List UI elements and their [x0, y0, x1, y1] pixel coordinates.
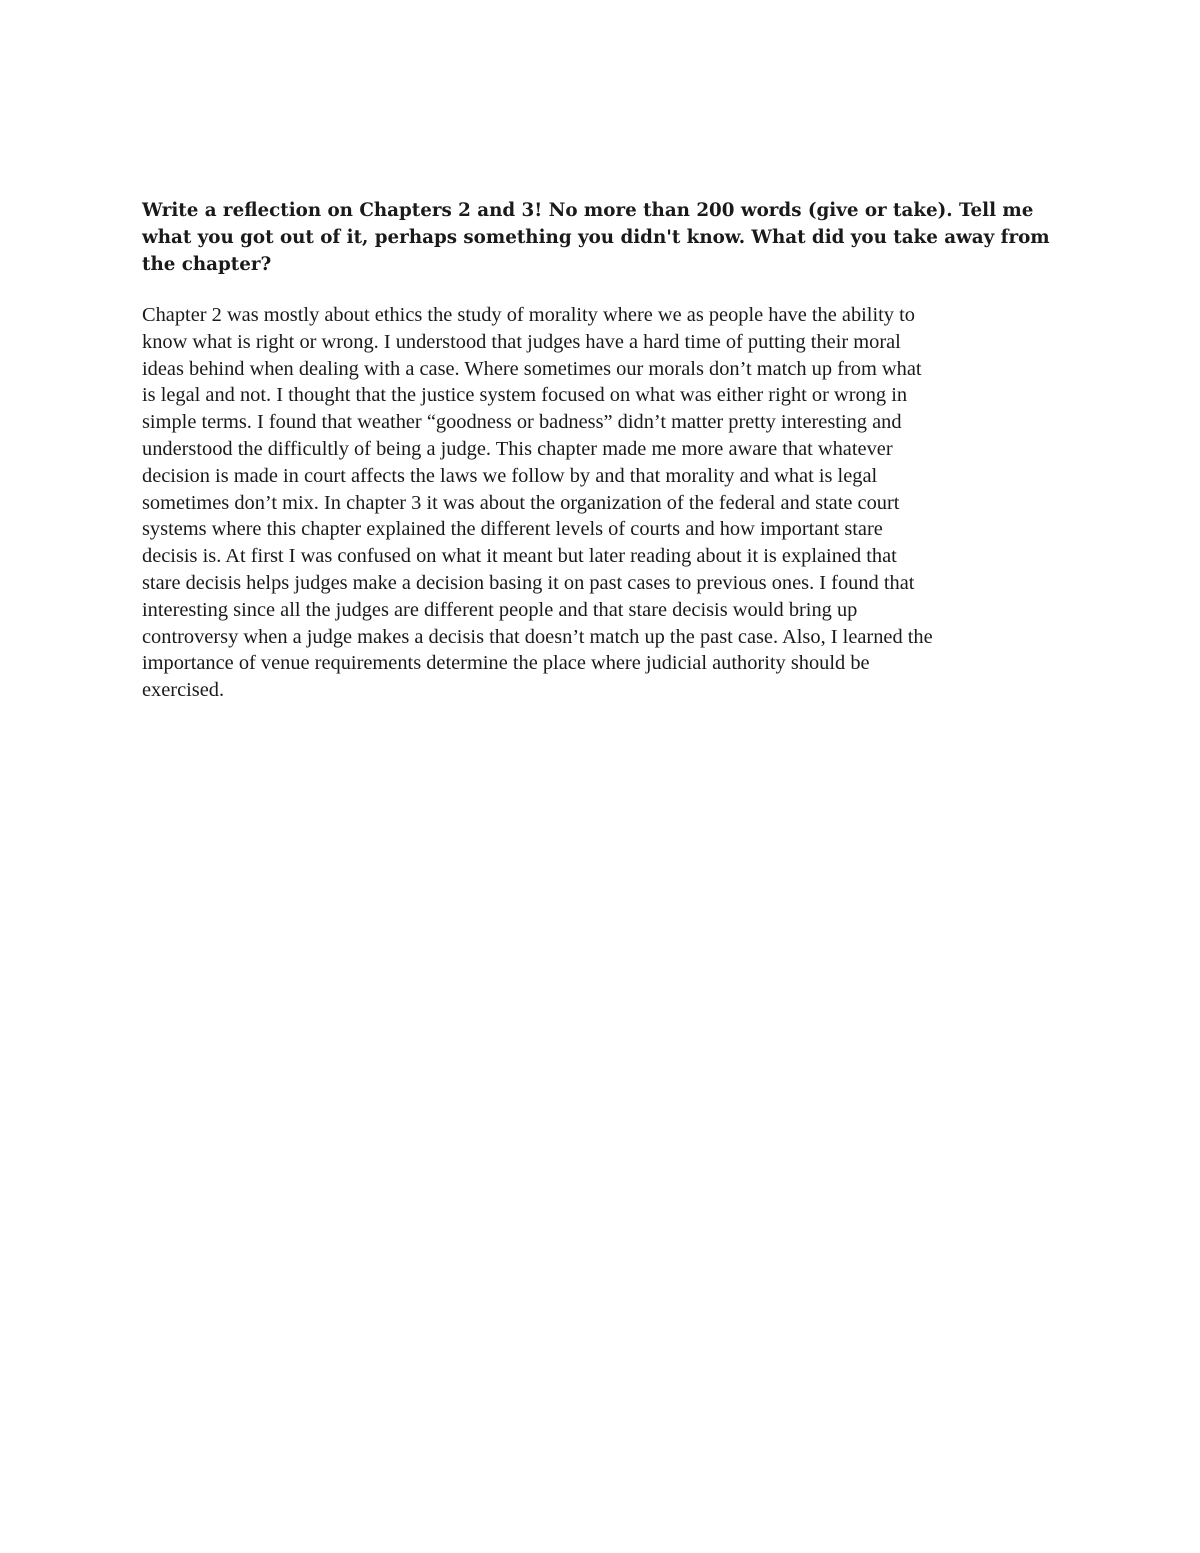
paragraph-line: interesting since all the judges are different people and that stare decisis would bring up	[142, 598, 858, 621]
reflection-paragraph	[142, 302, 1060, 704]
paragraph-line: ideas behind when dealing with a case. Where sometimes our morals don’t match up from what	[142, 357, 922, 380]
paragraph-line: Chapter 2 was mostly about ethics the study of morality where we as people have the ability to	[142, 304, 915, 326]
paragraph-line: decisis is. At first I was confused on what it meant but later reading about it is explained that	[142, 545, 897, 568]
paragraph-line: understood the difficultly of being a judge. This chapter made me more aware that whatever	[142, 437, 893, 460]
paragraph-line: simple terms. I found that weather “goodness or badness” didn’t matter pretty interesting and	[142, 411, 902, 434]
paragraph-line: know what is right or wrong. I understood that judges have a hard time of putting their moral	[142, 330, 901, 353]
document-content	[142, 197, 1060, 704]
paragraph-line: importance of venue requirements determine the place where judicial authority should be	[142, 652, 870, 675]
paragraph-line: is legal and not. I thought that the justice system focused on what was either right or wrong in	[142, 384, 908, 407]
paragraph-line: decision is made in court affects the laws we follow by and that morality and what is legal	[142, 464, 878, 487]
paragraph-line: sometimes don’t mix. In chapter 3 it was about the organization of the federal and state court	[142, 491, 900, 514]
prompt-line: Write a reflection on Chapters 2 and 3! No more than 200 words (give or take). Tell me	[142, 200, 1034, 221]
paragraph-line: systems where this chapter explained the different levels of courts and how important stare	[142, 518, 883, 541]
paragraph-line: exercised.	[142, 679, 225, 702]
paragraph-line: stare decisis helps judges make a decision basing it on past cases to previous ones. I found that	[142, 571, 915, 594]
assignment-prompt	[142, 197, 1060, 278]
prompt-line: the chapter?	[142, 254, 272, 275]
prompt-line: what you got out of it, perhaps something you didn't know. What did you take away from	[142, 227, 1050, 248]
paragraph-line: controversy when a judge makes a decisis that doesn’t match up the past case. Also, I learned the	[142, 625, 933, 648]
